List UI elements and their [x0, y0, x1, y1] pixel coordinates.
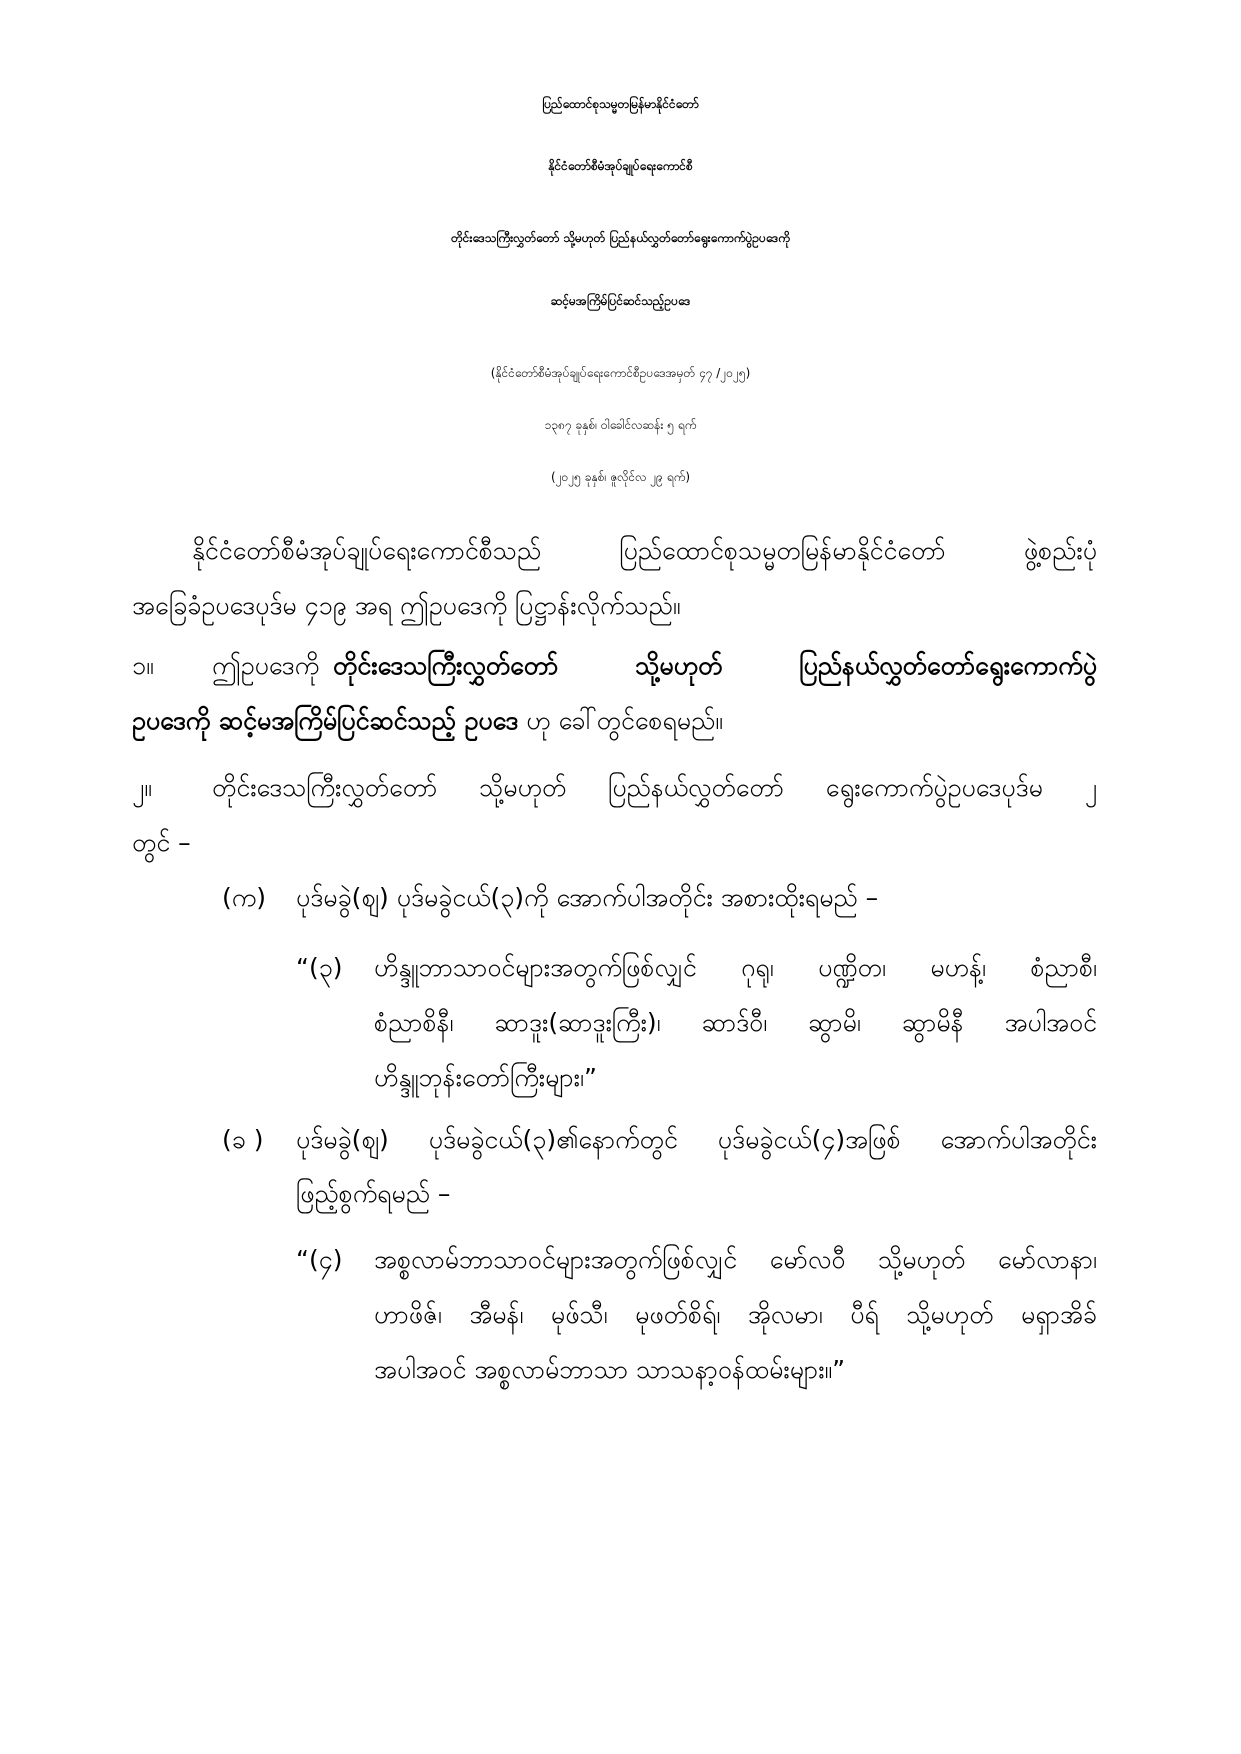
- clause-b-quote-line-3: အပါအဝင် အစ္စလာမ်ဘာသာ သာသနာ့ဝန်ထမ်းများ။”: [374, 1355, 846, 1384]
- preamble-line-1: နိုင်ငံတော်စီမံအုပ်ချုပ်ရေးကောင်စီသည် ပြည်ထောင်စုသမ္မတမြန်မာနိုင်ငံတော် ဖွဲ့စည်းပုံ: [192, 536, 1097, 565]
- section-1-line-1: [212, 650, 1097, 687]
- clause-b-quote-line-2: ဟာဖိဇ်၊ အီမန်၊ မုဖ်သီ၊ မုဖတ်စိရ်၊ အိုလမာ၊ ပီရ် သို့မဟုတ် မရှာအိခ်: [374, 1300, 1097, 1329]
- section-1-bold-1: တိုင်းဒေသကြီးလွှတ်တော် သို့မဟုတ် ပြည်နယ်လွှတ်တော်ရွေးကောက်ပွဲ: [333, 651, 1097, 680]
- clause-b-label: (ခ ): [222, 1125, 264, 1154]
- date-gregorian: (၂၀၂၅ ခုနှစ်၊ ဇူလိုင်လ ၂၉ ရက်): [550, 470, 691, 484]
- title-council: နိုင်ငံတော်စီမံအုပ်ချုပ်ရေးကောင်စီ: [548, 159, 693, 173]
- title-law-name-2: ဆင့်မအကြိမ်ပြင်ဆင်သည့်ဥပဒေ: [550, 294, 691, 308]
- clause-b-text-2: ဖြည့်စွက်ရမည် –: [296, 1179, 451, 1208]
- section-2-number: ၂။: [132, 773, 152, 802]
- title-law-name-1: တိုင်းဒေသကြီးလွှတ်တော် သို့မဟုတ် ပြည်နယ်လွှတ်တော်ရွေးကောက်ပွဲဥပဒေကို: [451, 231, 790, 245]
- section-1-number: ၁။: [132, 651, 154, 680]
- clause-a-quote-line-2: စံညာစိနီ၊ ဆာဒူး(ဆာဒူးကြီး)၊ ဆာဒ်ဝီ၊ ဆွာမိ၊ ဆွာမိနီ အပါအဝင်: [374, 1008, 1097, 1037]
- clause-a-label: (က): [222, 883, 266, 912]
- section-2-line-2: တွင် –: [132, 828, 191, 857]
- clause-a-quote-number: “(၃): [296, 953, 343, 982]
- section-1-line-2: [132, 705, 723, 742]
- section-1-tail: ဟု ခေါ်တွင်စေရမည်။: [518, 706, 723, 735]
- clause-a-quote-line-3: ဟိန္ဒူဘုန်းတော်ကြီးများ၊”: [374, 1063, 597, 1092]
- date-myanmar: ၁၃၈၇ ခုနှစ်၊ ဝါခေါင်လဆန်း ၅ ရက်: [544, 418, 697, 432]
- section-1-bold-2: ဥပဒေကို ဆင့်မအကြိမ်ပြင်ဆင်သည့် ဥပဒေ: [132, 706, 519, 735]
- clause-b-text-1: ပုဒ်မခွဲ(ဈ) ပုဒ်မခွဲငယ်(၃)၏နောက်တွင် ပုဒ်မခွဲငယ်(၄)အဖြစ် အောက်ပါအတိုင်း: [296, 1125, 1097, 1154]
- clause-a-text: ပုဒ်မခွဲ(ဈ) ပုဒ်မခွဲငယ်(၃)ကို အောက်ပါအတိုင်း အစားထိုးရမည် –: [296, 883, 879, 912]
- preamble-line-2: အခြေခံဥပဒေပုဒ်မ ၄၁၉ အရ ဤဥပဒေကို ပြဋ္ဌာန်းလိုက်သည်။: [132, 591, 681, 620]
- law-number: (နိုင်ငံတော်စီမံအုပ်ချုပ်ရေးကောင်စီဥပဒေအမှတ် ၄၇ /၂၀၂၅): [490, 366, 751, 380]
- title-country: ပြည်ထောင်စုသမ္မတမြန်မာနိုင်ငံတော်: [542, 97, 699, 111]
- clause-a-quote-line-1: ဟိန္ဒူဘာသာဝင်များအတွက်ဖြစ်လျှင် ဂုရု၊ ပဏ္ဍိတ၊ မဟန့်၊ စံညာစီ၊: [374, 953, 1097, 982]
- clause-b-quote-number: “(၄): [296, 1245, 343, 1274]
- clause-b-quote-line-1: အစ္စလာမ်ဘာသာဝင်များအတွက်ဖြစ်လျှင် မော်လဝီ သို့မဟုတ် မော်လာနာ၊: [374, 1245, 1097, 1274]
- section-1-lead: ဤဥပဒေကို: [212, 651, 320, 680]
- section-2-line-1: တိုင်းဒေသကြီးလွှတ်တော် သို့မဟုတ် ပြည်နယ်လွှတ်တော် ရွေးကောက်ပွဲဥပဒေပုဒ်မ ၂: [212, 773, 1097, 802]
